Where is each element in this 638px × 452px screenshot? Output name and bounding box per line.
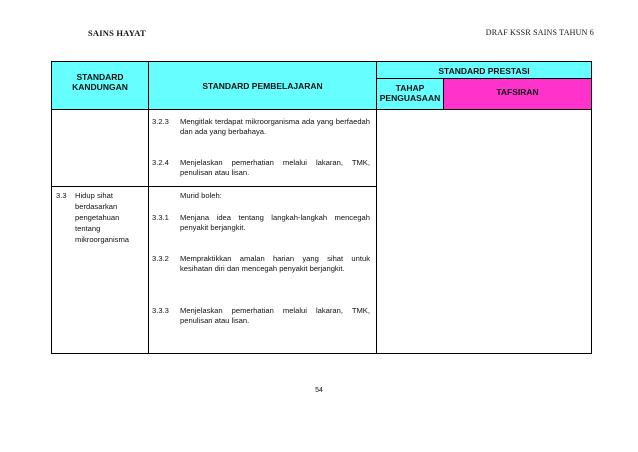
- row-divider-prestasi: [376, 78, 592, 79]
- row-code: 3.2.4: [152, 158, 169, 167]
- row-divider-header: [51, 109, 592, 110]
- row-code: 3.2.3: [152, 117, 169, 126]
- row-code: 3.3.3: [152, 306, 169, 315]
- row-text: Mengitlak terdapat mikroorganisma ada yang berfaedah dan ada yang berbahaya.: [180, 117, 370, 136]
- kandungan-text: Hidup sihat berdasarkan pengetahuan tentang mikroorganisma: [75, 191, 130, 244]
- header-tafsiran: TAFSIRAN: [496, 87, 539, 97]
- header-tahap-penguasaan: TAHAP PENGUASAAN: [379, 83, 441, 103]
- document-title-left: SAINS HAYAT: [88, 28, 146, 38]
- row-text: Menjelaskan pemerhatian melalui lakaran, TMK, penulisan atau lisan.: [180, 158, 370, 177]
- kandungan-code: 3.3: [56, 191, 67, 200]
- header-standard-kandungan: STANDARD KANDUNGAN: [72, 72, 128, 92]
- row-text: Mempraktikkan amalan harian yang sihat untuk kesihatan diri dan mencegah penyakit berjangkit.: [180, 254, 370, 273]
- page-number: 54: [315, 387, 323, 394]
- col-divider-2: [376, 61, 377, 354]
- intro-text: Murid boleh:: [180, 191, 222, 200]
- col-divider-1: [148, 61, 149, 354]
- row-text: Menjelaskan pemerhatian melalui lakaran, TMK, penulisan atau lisan.: [180, 306, 370, 325]
- header-standard-prestasi: STANDARD PRESTASI: [438, 66, 530, 76]
- row-code: 3.3.1: [152, 213, 169, 222]
- row-text: Menjana idea tentang langkah-langkah mencegah penyakit berjangkit.: [180, 213, 370, 232]
- row-divider-section: [51, 186, 377, 187]
- row-code: 3.3.2: [152, 254, 169, 263]
- header-standard-pembelajaran: STANDARD PEMBELAJARAN: [202, 81, 323, 91]
- document-title-right: DRAF KSSR SAINS TAHUN 6: [485, 28, 594, 37]
